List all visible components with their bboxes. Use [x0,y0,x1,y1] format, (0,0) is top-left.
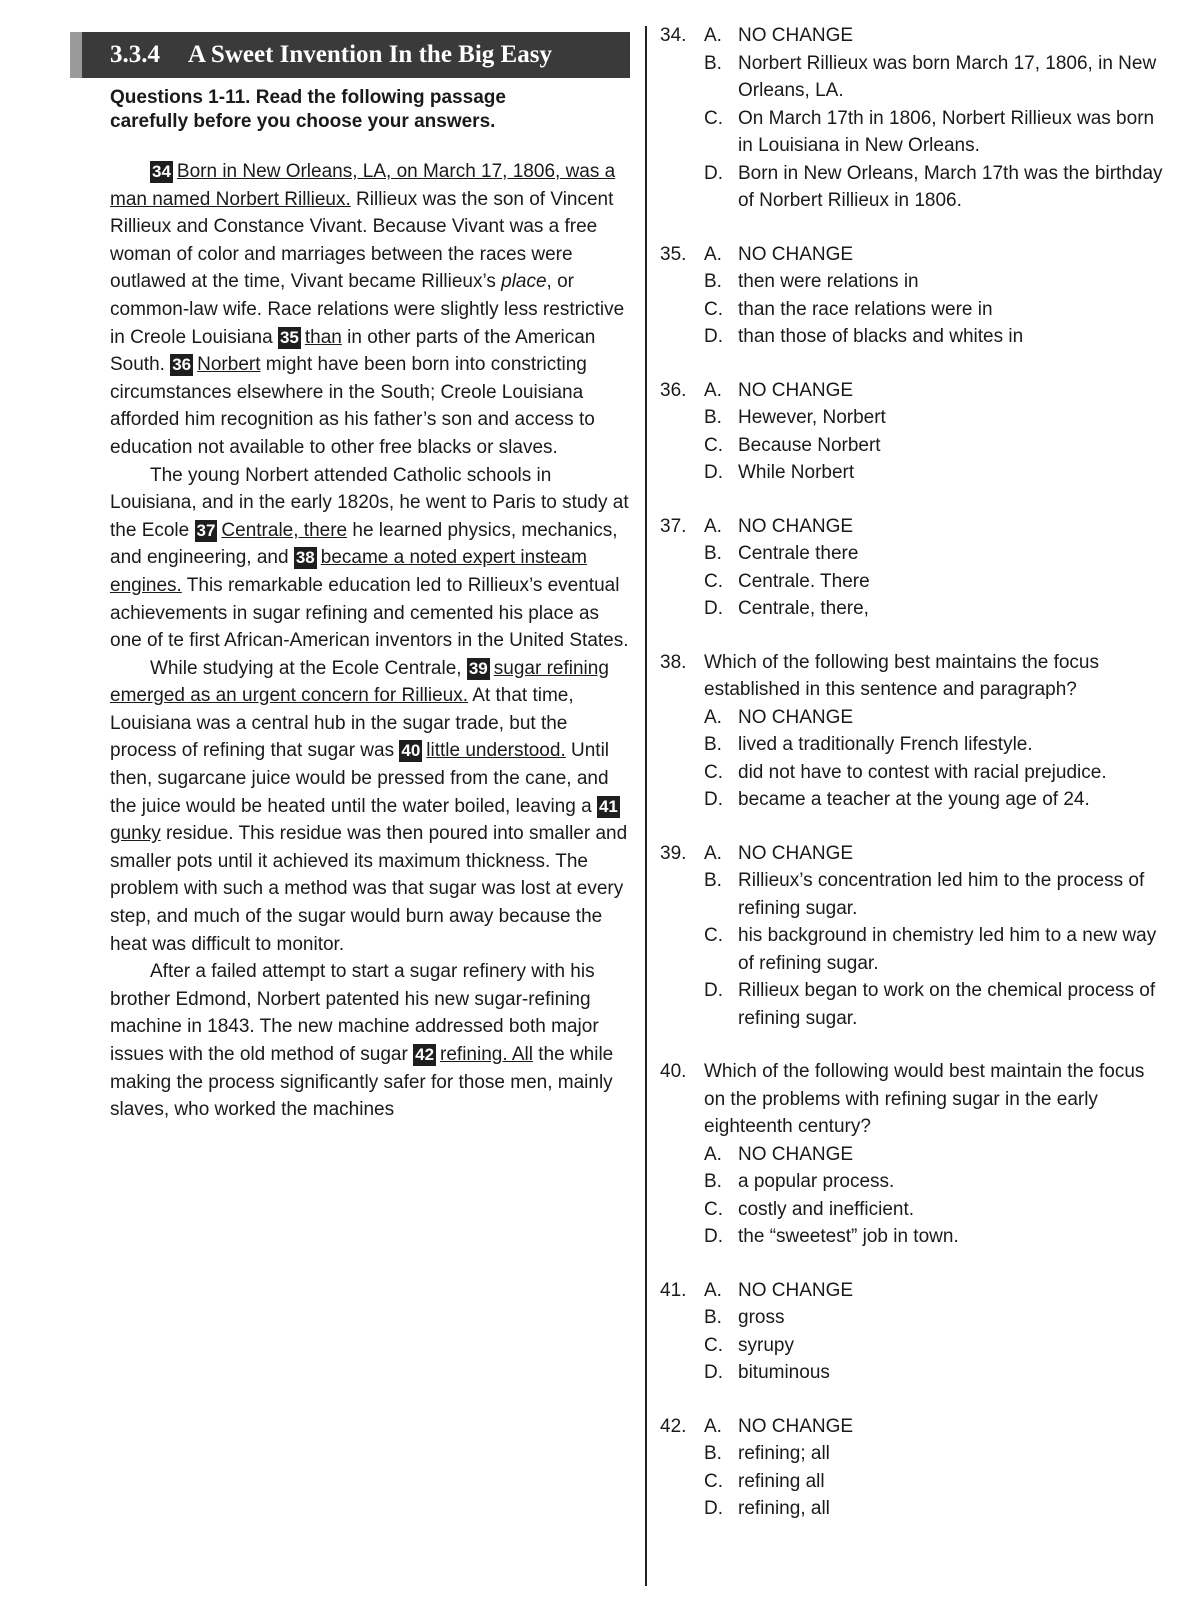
passage-text: Until then, sugarcane juice would be pressed from the cane, and the juice would be heated until the water boiled, leaving a [110,740,610,817]
option-text: a popular process. [738,1171,895,1192]
answer-option[interactable] [660,1196,1165,1224]
option-letter: B. [704,407,722,428]
underlined-segment: sugar refining emerged as an urgent concern for Rillieux. [110,657,609,707]
answer-option[interactable] [660,867,1165,922]
section-number: 3.3.4 [110,41,160,68]
passage-text: After a failed attempt to start a sugar refinery with his brother Edmond, Norbert patented his new sugar-refining machine in 1843. The new machine addressed both major issues with the old method of sugar [110,961,599,1065]
option-text: gross [738,1307,785,1328]
underlined-segment: became a noted expert insteam engines. [110,547,587,596]
answer-option[interactable] [660,759,1165,787]
option-text: NO CHANGE [738,243,854,265]
option-text: then were relations in [738,271,919,292]
option-text: NO CHANGE [738,842,854,864]
answer-option[interactable] [660,1495,1165,1523]
option-text: Rillieux’s concentration led him to the process of refining sugar. [738,870,1145,919]
option-text: syrupy [738,1334,794,1356]
option-letter: C. [704,107,723,129]
option-text: NO CHANGE [738,706,854,728]
option-text: the “sweetest” job in town. [738,1226,959,1247]
answer-option[interactable] [660,568,1165,596]
option-text: On March 17th in 1806, Norbert Rillieux was born in Louisiana in New Orleans. [738,107,1155,156]
answer-option[interactable] [660,323,1165,351]
passage-paragraph [110,158,630,462]
option-letter: B. [704,1443,722,1464]
passage-text: residue. This residue was then poured into smaller and smaller pots until it achieved its maximum thickness. The problem with such a method was that sugar was lost at every step, and much of the sugar would burn away because the heat was difficult to monitor. [110,823,628,955]
answer-option[interactable] [660,1468,1165,1496]
answer-option[interactable] [660,1304,1165,1332]
passage-paragraph [110,655,630,959]
option-letter: D. [704,162,723,184]
option-letter: D. [704,1498,723,1519]
option-letter: B. [704,271,722,292]
option-letter: C. [704,298,723,320]
answer-option[interactable] [660,459,1165,487]
option-text: than the race relations were in [738,298,993,320]
answer-option[interactable] [660,540,1165,568]
question-marker[interactable]: 40 [401,741,421,761]
question-number: 40. [660,1061,687,1082]
option-text: NO CHANGE [738,25,854,46]
option-letter: A. [704,1279,722,1301]
option-letter: A. [704,1143,722,1165]
answer-option[interactable] [660,50,1165,105]
option-text: NO CHANGE [738,515,854,537]
option-text: Centrale. There [738,570,870,592]
option-text: costly and inefficient. [738,1198,915,1220]
italic-term: place [501,271,547,293]
question-item [660,513,1165,623]
option-text: Rillieux began to work on the chemical process of refining sugar. [738,980,1156,1029]
passage-paragraph [110,958,630,1124]
option-text: bituminous [738,1362,830,1383]
question-stem: Which of the following would best maintain the focus on the problems with refining sugar in the early eighteenth century? [704,1061,1145,1137]
passage-text: in other parts of the American South. [110,326,596,376]
underlined-segment: refining. All [440,1044,533,1065]
question-number: 35. [660,243,687,265]
question-number: 34. [660,25,687,46]
answer-option[interactable] [660,1440,1165,1468]
option-letter: A. [704,25,722,46]
answer-option[interactable] [660,1277,1165,1305]
question-marker[interactable]: 37 [196,520,216,540]
option-text: Centrale there [738,543,859,564]
option-letter: B. [704,870,722,891]
header-accent-bar [70,32,82,78]
option-letter: B. [704,734,722,755]
underlined-segment: gunky [110,823,161,845]
section-title: A Sweet Invention In the Big Easy [188,41,552,68]
option-letter: D. [704,1362,723,1383]
passage-text: he learned physics, mechanics, and engineering, and [110,519,618,569]
answer-option[interactable] [660,296,1165,324]
answer-option[interactable] [660,1332,1165,1360]
question-marker[interactable]: 34 [152,162,171,181]
option-text: did not have to contest with racial prejudice. [738,761,1107,783]
question-marker[interactable]: 42 [415,1045,435,1064]
option-letter: B. [704,1307,722,1328]
question-marker[interactable]: 39 [468,658,488,678]
question-marker[interactable]: 41 [598,796,618,816]
option-text: Born in New Orleans, March 17th was the birthday of Norbert Rillieux in 1806. [738,162,1163,211]
option-letter: A. [704,706,722,728]
question-marker[interactable]: 36 [172,355,192,375]
answer-option[interactable] [660,105,1165,160]
option-letter: D. [704,462,723,483]
question-stem-row [660,1058,1165,1141]
question-marker[interactable]: 35 [279,327,299,347]
answer-option[interactable] [660,377,1165,405]
question-number: 39. [660,842,687,864]
questions-column [660,22,1165,1549]
question-item [660,1058,1165,1251]
question-item [660,241,1165,351]
option-letter: B. [704,1171,722,1192]
answer-option[interactable] [660,268,1165,296]
answer-option[interactable] [660,513,1165,541]
underlined-segment: Born in New Orleans, LA, on March 17, 1806, was a man named Norbert Rillieux. [110,161,616,210]
passage-text: , or common-law wife. Race relations were slightly less restrictive in Creole Louisiana [110,271,625,348]
question-number: 41. [660,1279,687,1301]
answer-option[interactable] [660,241,1165,269]
option-text: Because Norbert [738,434,881,456]
question-number: 36. [660,379,687,401]
option-text: refining all [738,1470,825,1492]
answer-option[interactable] [660,1223,1165,1251]
passage-column [70,32,630,1124]
option-letter: D. [704,326,723,347]
option-letter: D. [704,598,723,619]
option-letter: C. [704,1470,723,1492]
option-letter: D. [704,789,723,810]
answer-option[interactable] [660,704,1165,732]
question-stem: Which of the following best maintains the focus established in this sentence and paragraph? [704,651,1099,700]
answer-option[interactable] [660,840,1165,868]
question-number: 38. [660,651,687,673]
passage-paragraph [110,462,630,655]
passage-text: This remarkable education led to Rillieux’s eventual achievements in sugar refining and cemented his place as one of te first African-American inventors in the United States. [110,574,629,652]
passage-text: Rillieux was the son of Vincent Rillieux and Constance Vivant. Because Vivant was a free woman of color and marriages between the races were outlawed at the time, Vivant became Rillieux’s [110,188,614,293]
question-item [660,22,1165,215]
answer-option[interactable] [660,977,1165,1032]
passage-text: might have been born into constricting circumstances elsewhere in the South; Creole Louisiana afforded him recognition as his father’s son and access to education not available to other free blacks or slaves. [110,354,595,458]
question-marker[interactable]: 38 [295,548,315,568]
option-text: NO CHANGE [738,379,854,401]
answer-option[interactable] [660,160,1165,215]
passage-text: The young Norbert attended Catholic schools in Louisiana, and in the early 1820s, he went to Paris to study at the Ecole [110,464,629,541]
answer-option[interactable] [660,1168,1165,1196]
option-text: his background in chemistry led him to a new way of refining sugar. [738,925,1157,974]
option-text: NO CHANGE [738,1415,854,1437]
question-stem-row [660,649,1165,704]
option-text: refining; all [738,1443,830,1464]
question-number: 37. [660,515,687,537]
option-letter: C. [704,761,723,783]
reading-passage [110,158,630,1124]
question-item [660,1277,1165,1387]
section-header [70,32,630,78]
option-letter: D. [704,980,723,1001]
answer-option[interactable] [660,404,1165,432]
option-letter: C. [704,434,723,456]
option-letter: A. [704,515,722,537]
answer-option[interactable] [660,786,1165,814]
option-text: Hewever, Norbert [738,407,886,428]
passage-text: the while making the process significantly safer for those men, mainly slaves, who worked the machines [110,1044,614,1121]
instructions: Questions 1-11. Read the following passage carefully before you choose your answers. [110,87,506,132]
answer-option[interactable] [660,432,1165,460]
option-letter: A. [704,243,722,265]
underlined-segment: Centrale, there [221,519,348,541]
answer-option[interactable] [660,1141,1165,1169]
option-text: While Norbert [738,462,855,483]
option-letter: C. [704,1334,723,1356]
question-number: 42. [660,1415,687,1437]
underlined-segment: little understood. [426,740,566,762]
passage-text: At that time, Louisiana was a central hub in the sugar trade, but the process of refining that sugar was [110,685,574,762]
answer-option[interactable] [660,1359,1165,1387]
option-letter: B. [704,52,722,74]
underlined-segment: Norbert [197,354,261,376]
option-text: lived a traditionally French lifestyle. [738,734,1033,755]
option-letter: B. [704,543,722,564]
option-letter: C. [704,1198,723,1220]
option-text: NO CHANGE [738,1143,854,1165]
question-item [660,1413,1165,1523]
column-divider [645,26,647,1586]
answer-option[interactable] [660,1413,1165,1441]
answer-option[interactable] [660,731,1165,759]
answer-option[interactable] [660,22,1165,50]
option-letter: A. [704,842,722,864]
option-text: NO CHANGE [738,1279,854,1301]
question-item [660,649,1165,814]
option-letter: A. [704,1415,722,1437]
option-text: refining, all [738,1498,830,1519]
option-text: than those of blacks and whites in [738,326,1024,347]
underlined-segment: than [304,326,342,348]
question-item [660,377,1165,487]
question-item [660,840,1165,1033]
option-text: Norbert Rillieux was born March 17, 1806, in New Orleans, LA. [738,52,1157,101]
option-letter: C. [704,925,723,946]
option-letter: A. [704,379,722,401]
option-text: Centrale, there, [738,598,869,619]
option-letter: C. [704,570,723,592]
option-letter: D. [704,1226,723,1247]
answer-option[interactable] [660,922,1165,977]
answer-option[interactable] [660,595,1165,623]
option-text: became a teacher at the young age of 24. [738,789,1090,810]
passage-text: While studying at the Ecole Centrale, [150,657,467,679]
